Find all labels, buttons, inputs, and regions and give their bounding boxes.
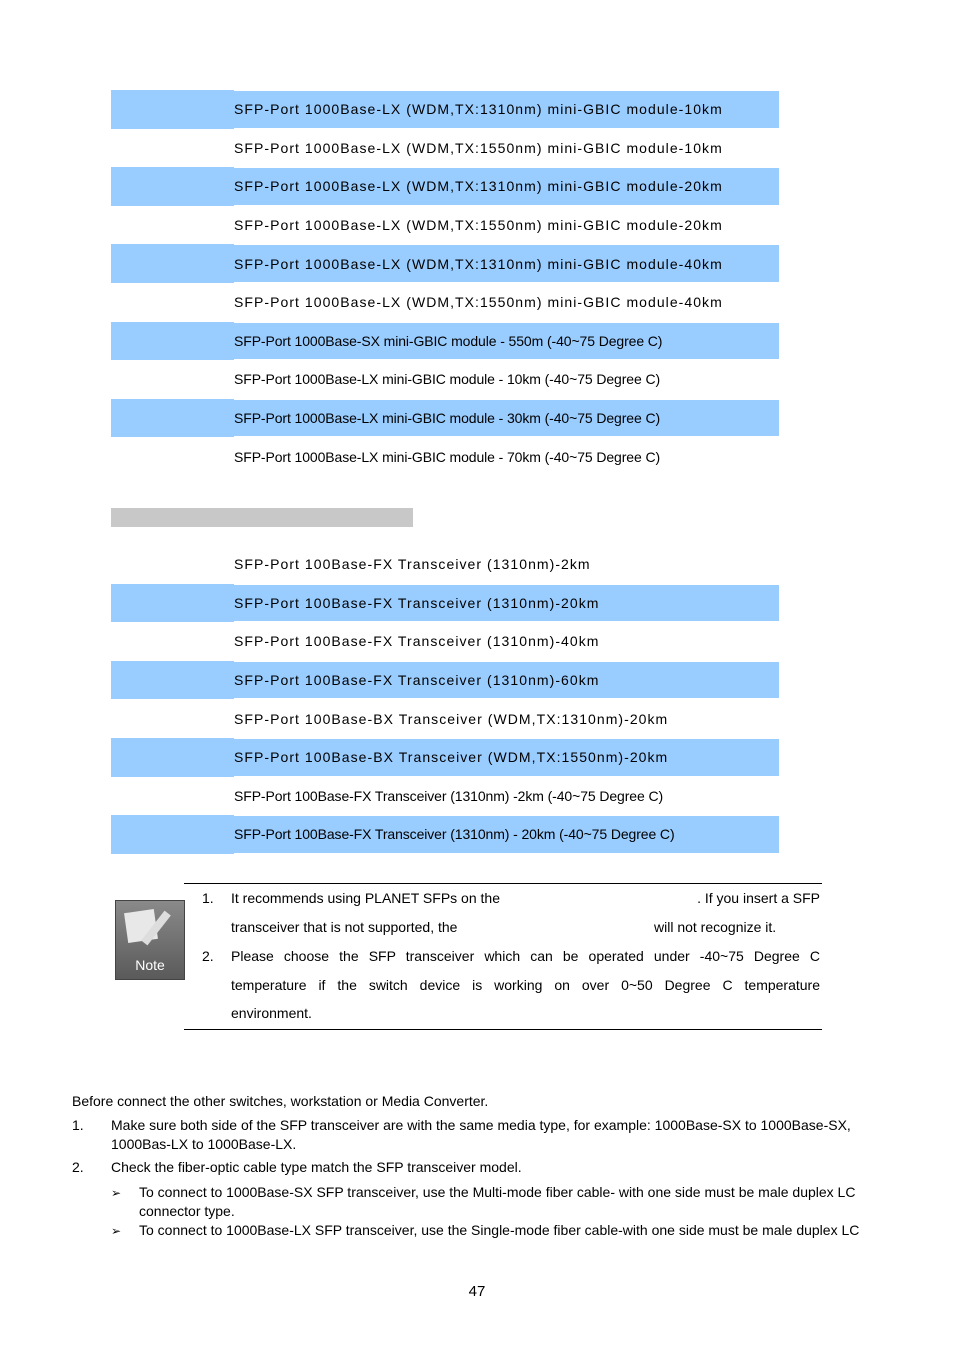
page-number: 47 xyxy=(468,1283,486,1300)
note-item-1-line2b: will not recognize it. xyxy=(654,919,777,935)
step-2-text: Check the fiber-optic cable type match the SFP transceiver model. xyxy=(111,1159,522,1175)
step-1-line1: Make sure both side of the SFP transceiver are with the same media type, for example: 1000Base-SX to 1000Base-SX, xyxy=(111,1117,851,1133)
table-row: SFP-Port 100Base-FX Transceiver (1310nm)-2km xyxy=(234,556,591,573)
note-item-number: 2. xyxy=(202,948,214,964)
note-item-2-line2: temperature if the switch device is working on over 0~50 Degree C temperature xyxy=(231,977,820,993)
bullet-2-line1: To connect to 1000Base-LX SFP transceiver, use the Single-mode fiber cable-with one side must be male duplex LC xyxy=(139,1222,860,1238)
table-row: SFP-Port 100Base-FX Transceiver (1310nm)-20km xyxy=(111,584,779,623)
note-item-1-line1a: It recommends using PLANET SFPs on the xyxy=(231,890,500,906)
bullet-arrow-icon: ➢ xyxy=(111,1186,122,1200)
sfp-table-100base xyxy=(111,545,779,854)
note-icon xyxy=(115,900,185,980)
table-row: SFP-Port 1000Base-SX mini-GBIC module - 550m (-40~75 Degree C) xyxy=(111,322,779,361)
sfp-table-1000base xyxy=(111,90,779,476)
note-item-number: 1. xyxy=(202,890,214,906)
table-row: SFP-Port 1000Base-LX mini-GBIC module - 70km (-40~75 Degree C) xyxy=(234,448,661,465)
table-row: SFP-Port 1000Base-LX (WDM,TX:1310nm) mini-GBIC module-10km xyxy=(111,90,779,129)
table-row: SFP-Port 1000Base-LX mini-GBIC module - 10km (-40~75 Degree C) xyxy=(234,371,661,388)
table-row: SFP-Port 1000Base-LX (WDM,TX:1310nm) mini-GBIC module-40km xyxy=(111,244,779,283)
table-row: SFP-Port 1000Base-LX (WDM,TX:1310nm) mini-GBIC module-20km xyxy=(111,167,779,206)
table-row: SFP-Port 100Base-FX Transceiver (1310nm)-60km xyxy=(111,661,779,700)
bullet-arrow-icon: ➢ xyxy=(111,1224,122,1238)
table-row: SFP-Port 100Base-FX Transceiver (1310nm) - 20km (-40~75 Degree C) xyxy=(111,815,779,854)
table-row: SFP-Port 1000Base-LX (WDM,TX:1550nm) mini-GBIC module-20km xyxy=(234,217,723,234)
table-row: SFP-Port 100Base-FX Transceiver (1310nm) -2km (-40~75 Degree C) xyxy=(234,787,664,804)
step-number: 2. xyxy=(72,1159,84,1175)
table-row: SFP-Port 100Base-BX Transceiver (WDM,TX:1550nm)-20km xyxy=(111,738,779,777)
bullet-1-line1: To connect to 1000Base-SX SFP transceiver, use the Multi-mode fiber cable- with one side must be male duplex LC xyxy=(139,1184,856,1200)
section-heading-bar xyxy=(111,508,413,527)
note-item-2-line3: environment. xyxy=(231,1005,312,1021)
note-item-1-line1b: . If you insert a SFP xyxy=(697,890,820,906)
table-row: SFP-Port 1000Base-LX (WDM,TX:1550nm) mini-GBIC module-10km xyxy=(234,139,723,156)
table-row: SFP-Port 100Base-BX Transceiver (WDM,TX:1310nm)-20km xyxy=(234,710,669,727)
note-icon-label: Note xyxy=(135,957,165,973)
step-number: 1. xyxy=(72,1117,84,1133)
note-item-1-line2a: transceiver that is not supported, the xyxy=(231,919,458,935)
table-row: SFP-Port 100Base-FX Transceiver (1310nm)-40km xyxy=(234,633,600,650)
intro-text: Before connect the other switches, workstation or Media Converter. xyxy=(72,1093,489,1109)
note-item-2-line1: Please choose the SFP transceiver which can be operated under -40~75 Degree C xyxy=(231,948,820,964)
step-1-line2: 1000Bas-LX to 1000Base-LX. xyxy=(111,1136,297,1152)
table-row: SFP-Port 1000Base-LX mini-GBIC module - 30km (-40~75 Degree C) xyxy=(111,399,779,438)
bullet-1-line2: connector type. xyxy=(139,1203,235,1219)
table-row: SFP-Port 1000Base-LX (WDM,TX:1550nm) mini-GBIC module-40km xyxy=(234,294,723,311)
